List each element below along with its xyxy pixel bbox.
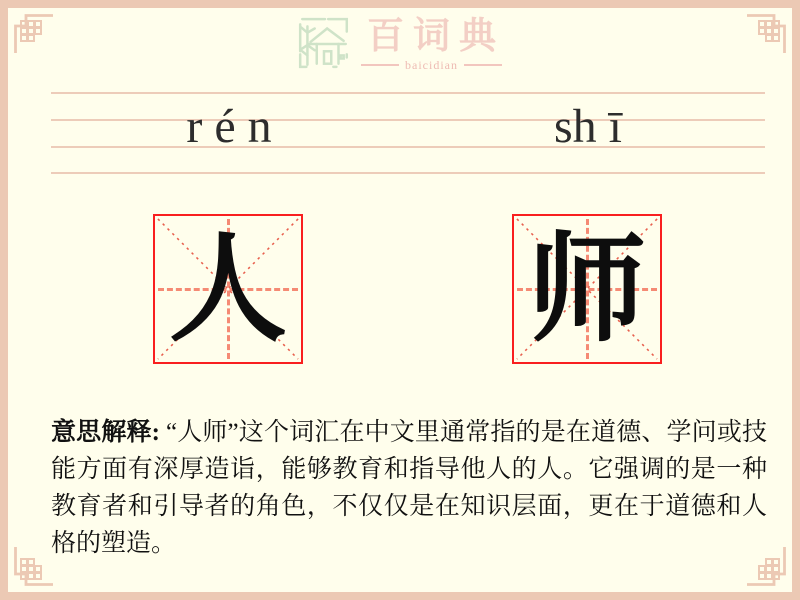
brand-logo	[8, 14, 792, 72]
brand-subtitle-row	[361, 59, 502, 71]
character-grid-ren	[153, 214, 303, 364]
brand-underline-dash	[464, 64, 502, 66]
pavilion-stamp-icon	[295, 14, 353, 72]
ruled-line	[51, 92, 765, 94]
definition-text: “人师”这个词汇在中文里通常指的是在道德、学问或技能方面有深厚造诣，能够教育和指导他人的人。它强调的是一种教育者和引导者的角色，不仅仅是在知识层面，更在于道德和人格的塑造。	[51, 419, 767, 557]
character-glyph-shi: 师	[527, 219, 646, 358]
definition-label: 意思解释:	[51, 419, 160, 446]
brand-name: 百词典	[367, 16, 505, 57]
pinyin-ren: r é n	[186, 100, 272, 153]
corner-ornament-bottom-left	[12, 546, 54, 588]
ruled-line	[51, 172, 765, 174]
definition-paragraph	[51, 414, 767, 562]
brand-subtitle: baicidian	[405, 58, 458, 72]
brand-text-block	[358, 18, 505, 71]
lattice-corner-icon	[12, 546, 54, 588]
brand-underline-dash	[361, 64, 399, 66]
pinyin-shi: sh ī	[553, 100, 622, 153]
character-glyph-ren: 人	[168, 219, 287, 358]
character-grid-shi	[512, 214, 662, 364]
